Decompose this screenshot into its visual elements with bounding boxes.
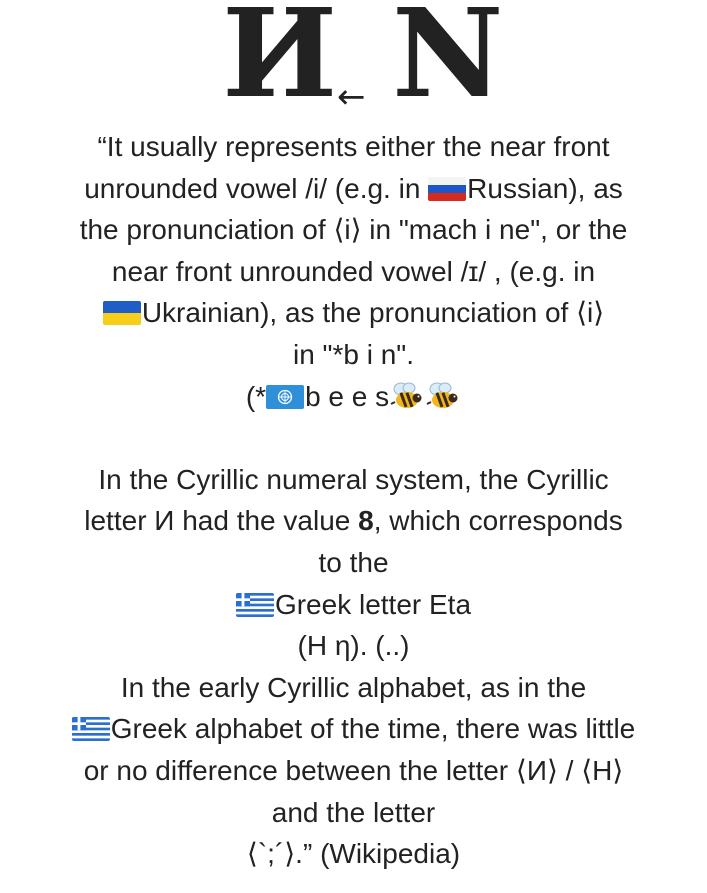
text-fragment: Russian), as: [467, 172, 623, 204]
cyrillic-i-letter: И: [222, 0, 338, 125]
text-line: or no difference between the letter ⟨И⟩ / ⟨Н⟩: [83, 754, 624, 786]
ukraine-flag-icon: [103, 301, 141, 325]
greece-flag-icon: [236, 593, 274, 617]
numeral-value: 8: [358, 505, 374, 537]
text-line: [30, 500, 677, 542]
text-line: ⟨`;´⟩.” (Wikipedia): [246, 838, 461, 870]
text-line: in "*b i n".: [292, 338, 415, 370]
text-fragment: Greek letter Eta: [274, 588, 472, 620]
honeybee-icon: [389, 380, 425, 412]
quote-body: [30, 126, 677, 875]
text-line: [30, 376, 677, 418]
text-line: [30, 708, 677, 750]
text-line: In the early Cyrillic alphabet, as in the: [120, 671, 587, 703]
text-line: (Η η). (..): [297, 630, 410, 662]
united-nations-flag-icon: [266, 385, 304, 409]
text-line: and the letter: [271, 796, 436, 828]
text-fragment: Ukrainian), as the pronunciation of ⟨i⟩: [141, 297, 605, 329]
text-line: [30, 584, 677, 626]
text-line: [30, 292, 677, 334]
left-arrow-icon: ←: [337, 77, 366, 117]
latin-n-letter: N: [392, 0, 504, 125]
text-line: [30, 168, 677, 210]
text-fragment: unrounded vowel /i/ (e.g. in: [84, 172, 429, 204]
honeybee-icon: [425, 380, 461, 412]
text-line: the pronunciation of ⟨i⟩ in "mach i ne", or the: [79, 214, 628, 246]
text-line: “It usually represents either the near front: [97, 131, 610, 162]
greece-flag-icon: [72, 717, 110, 741]
text-fragment: b e e s: [305, 380, 390, 412]
text-fragment: , which corresponds: [373, 505, 623, 537]
title-graphic: [0, 0, 707, 125]
text-fragment: (*: [245, 380, 267, 412]
blank-line: [30, 417, 677, 459]
text-fragment: Greek alphabet of the time, there was little: [110, 713, 636, 745]
text-line: to the: [318, 546, 389, 578]
text-line: near front unrounded vowel /ɪ/ , (e.g. in: [111, 255, 596, 287]
text-line: In the Cyrillic numeral system, the Cyrillic: [98, 463, 609, 495]
text-fragment: letter И had the value: [84, 505, 359, 537]
russia-flag-icon: [428, 177, 466, 201]
